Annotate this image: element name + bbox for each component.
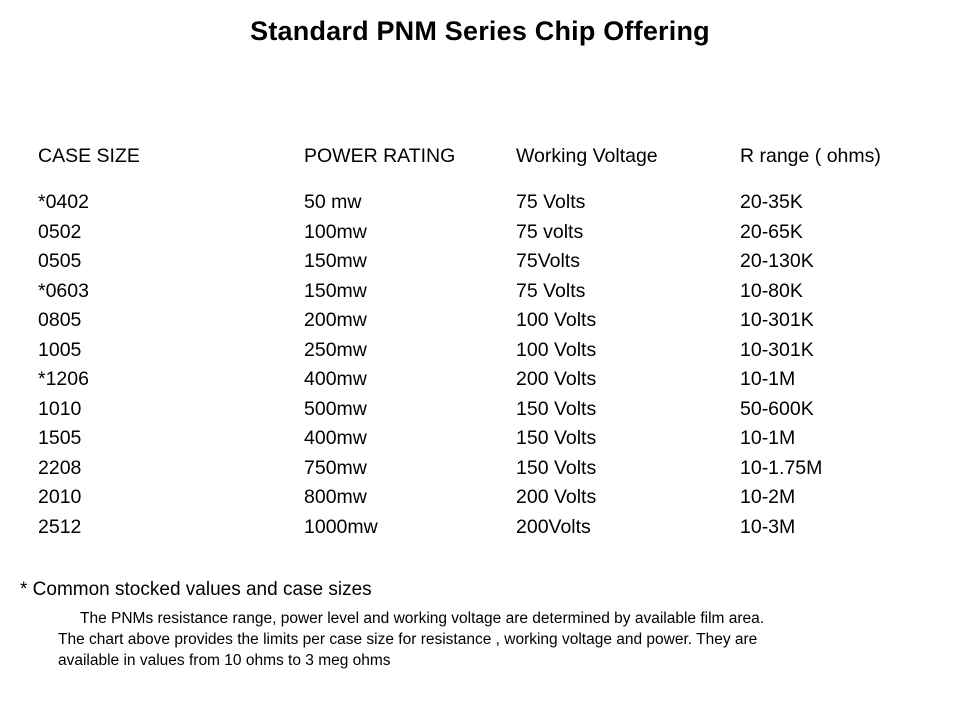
cell-power-rating: 200mw bbox=[304, 309, 367, 331]
chip-offering-table bbox=[38, 145, 928, 544]
table-row bbox=[38, 485, 928, 515]
cell-r-range: 10-1M bbox=[740, 368, 796, 390]
table-row bbox=[38, 456, 928, 486]
table-row bbox=[38, 367, 928, 397]
column-header-case-size: CASE SIZE bbox=[38, 145, 140, 167]
table-row bbox=[38, 338, 928, 368]
table-row bbox=[38, 515, 928, 545]
cell-working-voltage: 75Volts bbox=[516, 250, 580, 272]
table-row bbox=[38, 190, 928, 220]
table-row bbox=[38, 426, 928, 456]
table bbox=[38, 145, 928, 544]
cell-case-size: *1206 bbox=[38, 368, 89, 390]
cell-power-rating: 500mw bbox=[304, 397, 367, 420]
cell-case-size: 0805 bbox=[38, 309, 82, 331]
cell-r-range: 10-301K bbox=[740, 338, 814, 361]
cell-power-rating: 400mw bbox=[304, 427, 367, 449]
cell-r-range: 10-301K bbox=[740, 309, 814, 331]
cell-case-size: 2208 bbox=[38, 456, 82, 479]
cell-working-voltage: 75 Volts bbox=[516, 191, 586, 213]
cell-power-rating: 150mw bbox=[304, 279, 367, 302]
cell-working-voltage: 75 Volts bbox=[516, 279, 586, 302]
footnote-line-1: The PNMs resistance range, power level and working voltage are determined by available film area. bbox=[80, 610, 765, 627]
table-row bbox=[38, 249, 928, 279]
cell-power-rating: 50 mw bbox=[304, 191, 362, 213]
cell-working-voltage: 150 Volts bbox=[516, 427, 597, 449]
cell-r-range: 10-3M bbox=[740, 515, 796, 538]
cell-r-range: 10-2M bbox=[740, 486, 796, 508]
cell-case-size: 0502 bbox=[38, 220, 82, 243]
cell-working-voltage: 150 Volts bbox=[516, 456, 597, 479]
cell-working-voltage: 100 Volts bbox=[516, 309, 597, 331]
cell-working-voltage: 200 Volts bbox=[516, 486, 597, 508]
cell-r-range: 10-1.75M bbox=[740, 456, 823, 479]
cell-power-rating: 400mw bbox=[304, 368, 367, 390]
table-header-row bbox=[38, 145, 928, 190]
cell-r-range: 10-1M bbox=[740, 427, 796, 449]
table-row bbox=[38, 279, 928, 309]
footnote-line-2: The chart above provides the limits per case size for resistance , working voltage and power. They are bbox=[58, 631, 758, 648]
table-row bbox=[38, 397, 928, 427]
footnote-body bbox=[20, 608, 875, 671]
cell-power-rating: 250mw bbox=[304, 338, 367, 361]
cell-working-voltage: 200 Volts bbox=[516, 368, 597, 390]
cell-working-voltage: 200Volts bbox=[516, 515, 591, 538]
cell-power-rating: 800mw bbox=[304, 486, 367, 508]
cell-power-rating: 150mw bbox=[304, 250, 367, 272]
cell-working-voltage: 100 Volts bbox=[516, 338, 597, 361]
cell-working-voltage: 75 volts bbox=[516, 220, 584, 243]
table-row bbox=[38, 220, 928, 250]
cell-case-size: 1505 bbox=[38, 427, 82, 449]
cell-working-voltage: 150 Volts bbox=[516, 397, 597, 420]
cell-power-rating: 1000mw bbox=[304, 515, 378, 538]
cell-r-range: 20-65K bbox=[740, 220, 803, 243]
cell-case-size: 2010 bbox=[38, 486, 82, 508]
footnote bbox=[20, 578, 940, 671]
column-header-working-voltage: Working Voltage bbox=[516, 145, 658, 167]
cell-case-size: *0603 bbox=[38, 279, 89, 302]
cell-r-range: 20-130K bbox=[740, 250, 814, 272]
footnote-star-note: * Common stocked values and case sizes bbox=[20, 579, 372, 600]
column-header-r-range: R range ( ohms) bbox=[740, 145, 881, 167]
cell-r-range: 50-600K bbox=[740, 397, 814, 420]
table-row bbox=[38, 308, 928, 338]
cell-power-rating: 750mw bbox=[304, 456, 367, 479]
cell-case-size: 1005 bbox=[38, 338, 82, 361]
cell-case-size: 0505 bbox=[38, 250, 82, 272]
cell-r-range: 10-80K bbox=[740, 279, 803, 302]
page-title: Standard PNM Series Chip Offering bbox=[250, 16, 710, 46]
cell-case-size: 2512 bbox=[38, 515, 82, 538]
cell-case-size: *0402 bbox=[38, 191, 89, 213]
cell-r-range: 20-35K bbox=[740, 191, 803, 213]
cell-case-size: 1010 bbox=[38, 397, 82, 420]
footnote-line-3: available in values from 10 ohms to 3 meg ohms bbox=[58, 652, 391, 669]
cell-power-rating: 100mw bbox=[304, 220, 367, 243]
column-header-power-rating: POWER RATING bbox=[304, 145, 456, 167]
